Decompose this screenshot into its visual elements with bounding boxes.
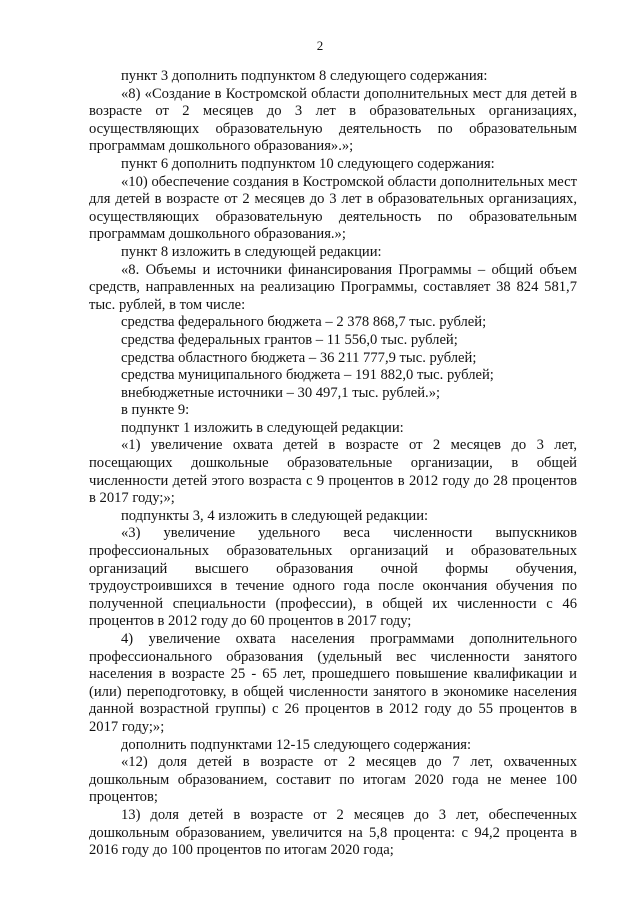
paragraph: подпункт 1 изложить в следующей редакции: xyxy=(121,419,404,436)
paragraph: «10) обеспечение создания в Костромской области дополнительных мест для детей в возрасте от 2 месяцев до 3 лет в образовательных организациях, осуществляющих образовательную деятельность по образовательным программам дошкольного образования.»; xyxy=(89,173,577,243)
funding-item: средства федерального бюджета – 2 378 868,7 тыс. рублей; xyxy=(121,314,487,331)
page-number: 2 xyxy=(316,38,324,53)
document-body xyxy=(89,68,577,860)
paragraph: «3) увеличение удельного веса численности выпускников профессиональных образовательных организаций и образовательных организаций высшего образования очной формы обучения, трудоустроившихся в течение одного года после окончания обучения по полученной специальности (профессии), в общей их численности с 46 процентов в 2012 году до 60 процентов в 2017 году; xyxy=(89,525,577,630)
funding-item: средства федеральных грантов – 11 556,0 тыс. рублей; xyxy=(121,331,458,348)
paragraph: дополнить подпунктами 12-15 следующего содержания: xyxy=(121,736,472,753)
paragraph: «8. Объемы и источники финансирования Программы – общий объем средств, направленных на реализацию Программы, составляет 38 824 581,7 тыс. рублей, в том числе: xyxy=(89,261,577,313)
funding-item: средства областного бюджета – 36 211 777,9 тыс. рублей; xyxy=(121,349,477,366)
paragraph: «8) «Создание в Костромской области дополнительных мест для детей в возрасте от 2 месяцев до 3 лет в образовательных организациях, осуществляющих образовательную деятельность по образовательным программам дошкольного образования».»; xyxy=(89,85,577,155)
paragraph: «12) доля детей в возрасте от 2 месяцев до 7 лет, охваченных дошкольным образованием, составит по итогам 2020 года не менее 100 процентов; xyxy=(89,754,577,806)
paragraph: «1) увеличение охвата детей в возрасте от 2 месяцев до 3 лет, посещающих дошкольные образовательные организации, в общей численности детей этого возраста с 9 процентов в 2012 году до 28 процентов в 2017 году;»; xyxy=(89,437,577,507)
paragraph: 13) доля детей в возрасте от 2 месяцев до 3 лет, обеспеченных дошкольным образованием, увеличится на 5,8 процента: с 94,2 процента в 2016 году до 100 процентов по итогам 2020 года; xyxy=(89,806,577,859)
paragraph: 4) увеличение охвата населения программами дополнительного профессионального образования (удельный вес численности занятого населения в возрасте 25 - 65 лет, прошедшего повышение квалификации и (или) переподготовку, в общей численности занятого в экономике населения данной возрастной группы) с 26 процентов в 2012 году до 55 процентов в 2017 году;»; xyxy=(89,631,577,735)
funding-item: внебюджетные источники – 30 497,1 тыс. рублей.»; xyxy=(121,384,441,401)
paragraph: пункт 3 дополнить подпунктом 8 следующего содержания: xyxy=(121,68,488,84)
funding-item: средства муниципального бюджета – 191 882,0 тыс. рублей; xyxy=(121,367,494,384)
paragraph: пункт 8 изложить в следующей редакции: xyxy=(121,243,382,260)
paragraph: пункт 6 дополнить подпунктом 10 следующего содержания: xyxy=(121,155,495,172)
paragraph: подпункты 3, 4 изложить в следующей редакции: xyxy=(121,507,429,524)
paragraph: в пункте 9: xyxy=(121,402,190,419)
